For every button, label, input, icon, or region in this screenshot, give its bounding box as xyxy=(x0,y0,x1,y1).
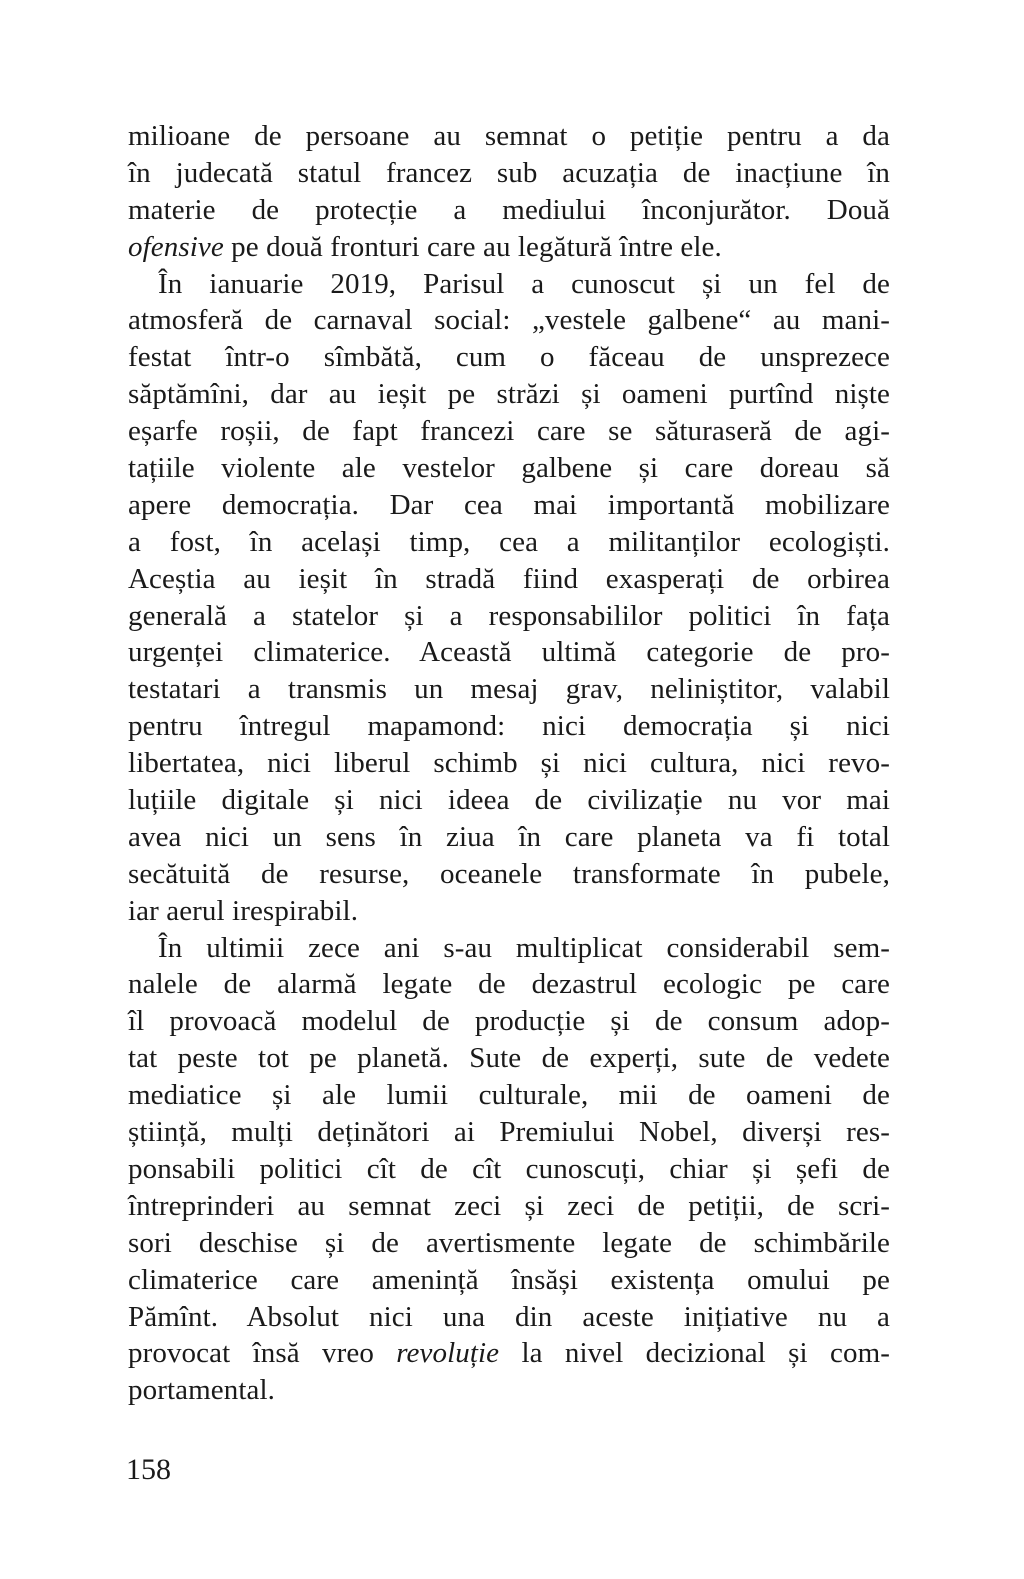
text-line: în judecată statul francez sub acuzația de inacțiune în xyxy=(128,156,890,189)
text-line: tat peste tot pe planetă. Sute de experți, sute de vedete xyxy=(128,1042,890,1075)
text-fragment: provocat însă vreo xyxy=(128,1337,397,1370)
text-line: milioane de persoane au semnat o petiție pentru a da xyxy=(128,120,890,152)
text-line: mediatice și ale lumii culturale, mii de oameni de xyxy=(128,1079,890,1112)
page-number: 158 xyxy=(126,1453,171,1486)
emphasis-revolutie: revoluție xyxy=(396,1337,500,1370)
text-line: întreprinderi au semnat zeci și zeci de petiții, de scri- xyxy=(128,1189,890,1222)
paragraph-2 xyxy=(128,266,890,930)
text-line: eșarfe roșii, de fapt francezi care se săturaseră de agi- xyxy=(128,415,890,448)
text-fragment: la nivel decizional și com- xyxy=(499,1337,890,1370)
text-line: În ultimii zece ani s-au multiplicat considerabil sem- xyxy=(158,931,890,964)
text-line: luțiile digitale și nici ideea de civilizație nu vor mai xyxy=(128,784,890,817)
text-line: sori deschise și de avertismente legate de schimbările xyxy=(128,1226,890,1259)
text-line: știință, mulți deținători ai Premiului Nobel, diverși res- xyxy=(128,1116,890,1149)
text-line: În ianuarie 2019, Parisul a cunoscut și un fel de xyxy=(158,267,890,300)
text-line: climaterice care amenință însăși existența omului pe xyxy=(128,1263,890,1296)
paragraph-3 xyxy=(128,930,890,1410)
text-line: ponsabili politici cît de cît cunoscuți, chiar și șefi de xyxy=(128,1152,890,1185)
text-line: testatari a transmis un mesaj grav, neliniștitor, valabil xyxy=(128,673,890,706)
text-line xyxy=(128,229,890,266)
text-line: iar aerul irespirabil. xyxy=(128,894,359,927)
text-line: tațiile violente ale vestelor galbene și care doreau să xyxy=(128,452,890,485)
text-line: portamental. xyxy=(128,1374,275,1407)
text-line: secătuită de resurse, oceanele transformate în pubele, xyxy=(128,857,890,890)
text-line: Pămînt. Absolut nici una din aceste inițiative nu a xyxy=(128,1300,890,1333)
text-fragment: pe două fronturi care au legătură între ele. xyxy=(223,230,722,263)
text-line: atmosferă de carnaval social: „vestele galbene“ au mani- xyxy=(128,304,890,337)
text-line: îl provoacă modelul de producție și de consum adop- xyxy=(128,1005,890,1038)
text-line: urgenței climaterice. Această ultimă categorie de pro- xyxy=(128,636,890,669)
book-page-body xyxy=(128,118,890,1409)
emphasis-ofensive: ofensive xyxy=(128,230,224,263)
text-line: generală a statelor și a responsabililor politici în fața xyxy=(128,599,890,632)
text-line: săptămîni, dar au ieșit pe străzi și oameni purtînd niște xyxy=(128,378,890,411)
text-line xyxy=(128,1335,890,1372)
text-line: Aceștia au ieșit în stradă fiind exasperați de orbirea xyxy=(128,562,890,595)
text-line: materie de protecție a mediului înconjurător. Două xyxy=(128,193,890,226)
text-line: pentru întregul mapamond: nici democrația și nici xyxy=(128,710,890,743)
paragraph-1 xyxy=(128,118,890,266)
text-line: apere democrația. Dar cea mai importantă mobilizare xyxy=(128,488,890,521)
text-line: libertatea, nici liberul schimb și nici cultura, nici revo- xyxy=(128,747,890,780)
text-line: a fost, în același timp, cea a militanților ecologiști. xyxy=(128,525,890,558)
text-line: avea nici un sens în ziua în care planeta va fi total xyxy=(128,820,890,853)
text-line: nalele de alarmă legate de dezastrul ecologic pe care xyxy=(128,968,890,1001)
text-line: festat într-o sîmbătă, cum o făceau de unsprezece xyxy=(128,341,890,374)
